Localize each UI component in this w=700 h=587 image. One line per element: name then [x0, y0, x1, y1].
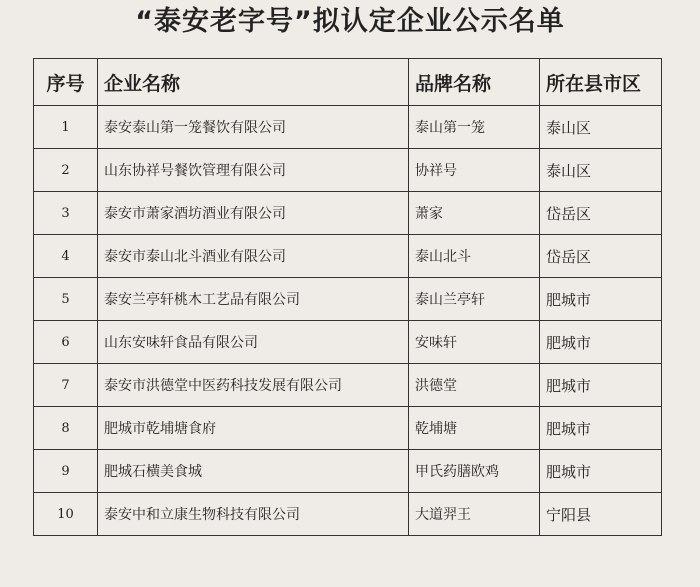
cell-no: 2 — [34, 149, 98, 192]
cell-no: 6 — [34, 321, 98, 364]
table-row — [34, 192, 662, 235]
cell-brand: 甲氏药膳欧鸡 — [409, 450, 540, 493]
cell-company: 泰安兰亭轩桃木工艺品有限公司 — [98, 278, 409, 321]
cell-brand: 泰山北斗 — [409, 235, 540, 278]
cell-company: 肥城市乾埔塘食府 — [98, 407, 409, 450]
cell-brand: 安味轩 — [409, 321, 540, 364]
cell-region: 肥城市 — [540, 321, 662, 364]
header-no: 序号 — [34, 59, 98, 106]
header-company: 企业名称 — [98, 59, 409, 106]
cell-company: 泰安市萧家酒坊酒业有限公司 — [98, 192, 409, 235]
cell-region: 宁阳县 — [540, 493, 662, 536]
table-row — [34, 149, 662, 192]
cell-region: 肥城市 — [540, 407, 662, 450]
table-row — [34, 493, 662, 536]
document-title: “泰安老字号”拟认定企业公示名单 — [135, 6, 565, 37]
table-row — [34, 106, 662, 149]
cell-company: 山东协祥号餐饮管理有限公司 — [98, 149, 409, 192]
cell-region: 肥城市 — [540, 364, 662, 407]
table-row — [34, 364, 662, 407]
cell-region: 泰山区 — [540, 149, 662, 192]
table-row — [34, 235, 662, 278]
cell-region: 岱岳区 — [540, 235, 662, 278]
table-row — [34, 450, 662, 493]
cell-no: 1 — [34, 106, 98, 149]
cell-company: 山东安味轩食品有限公司 — [98, 321, 409, 364]
cell-no: 8 — [34, 407, 98, 450]
cell-region: 肥城市 — [540, 450, 662, 493]
company-list-table — [33, 58, 662, 536]
cell-region: 岱岳区 — [540, 192, 662, 235]
cell-region: 泰山区 — [540, 106, 662, 149]
cell-company: 肥城石横美食城 — [98, 450, 409, 493]
table-row — [34, 321, 662, 364]
cell-region: 肥城市 — [540, 278, 662, 321]
cell-no: 5 — [34, 278, 98, 321]
cell-no: 4 — [34, 235, 98, 278]
cell-company: 泰安市洪德堂中医药科技发展有限公司 — [98, 364, 409, 407]
cell-brand: 协祥号 — [409, 149, 540, 192]
cell-brand: 泰山兰亭轩 — [409, 278, 540, 321]
header-region: 所在县市区 — [540, 59, 662, 106]
cell-brand: 泰山第一笼 — [409, 106, 540, 149]
cell-no: 7 — [34, 364, 98, 407]
table-row — [34, 278, 662, 321]
header-brand: 品牌名称 — [409, 59, 540, 106]
cell-brand: 乾埔塘 — [409, 407, 540, 450]
cell-no: 9 — [34, 450, 98, 493]
cell-brand: 大道羿王 — [409, 493, 540, 536]
cell-company: 泰安市泰山北斗酒业有限公司 — [98, 235, 409, 278]
table-header-row — [34, 59, 662, 106]
cell-brand: 洪德堂 — [409, 364, 540, 407]
cell-company: 泰安泰山第一笼餐饮有限公司 — [98, 106, 409, 149]
cell-company: 泰安中和立康生物科技有限公司 — [98, 493, 409, 536]
cell-brand: 萧家 — [409, 192, 540, 235]
table-row — [34, 407, 662, 450]
cell-no: 3 — [34, 192, 98, 235]
cell-no: 10 — [34, 493, 98, 536]
